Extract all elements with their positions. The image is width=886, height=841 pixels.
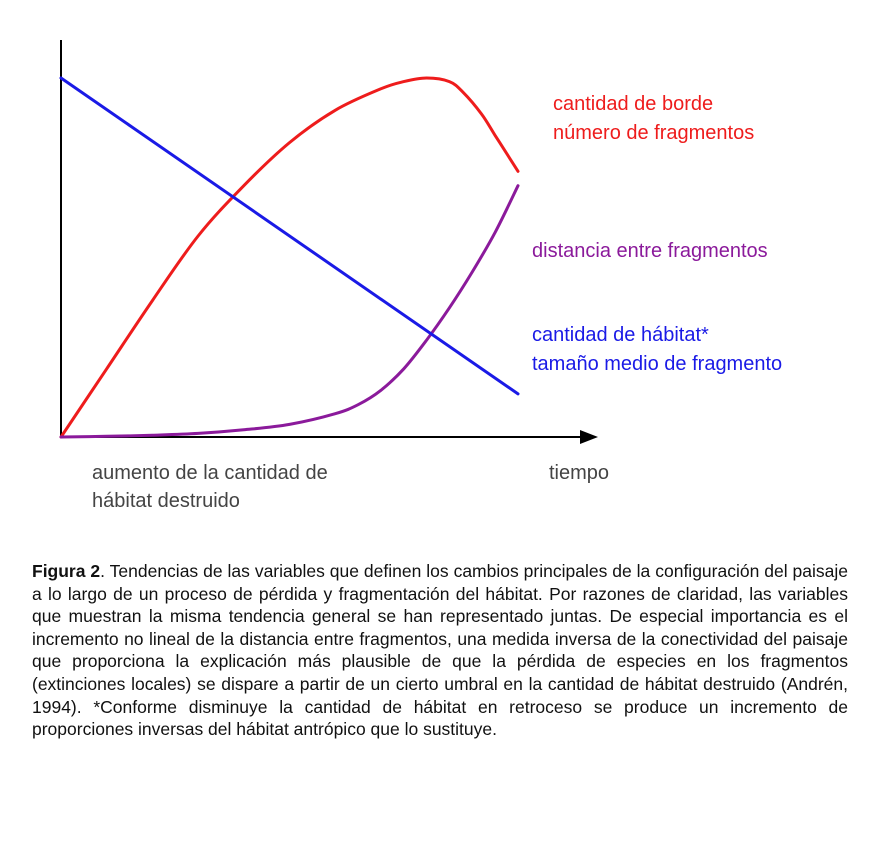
- x-axis-label-left-line1: aumento de la cantidad de: [92, 462, 328, 484]
- series-line-habitat: [61, 78, 518, 394]
- series-label-red-line2: número de fragmentos: [553, 122, 755, 144]
- caption-text: . Tendencias de las variables que definen los cambios principales de la configuración del paisaje a lo largo de un proceso de pérdida y fragmentación del hábitat. Por razones de claridad, las variables que muestran la misma tendencia general se han representado juntas. De especial importancia es el incremento no lineal de la distancia entre fragmentos, una medida inversa de la conectividad del paisaje que proporciona la explicación más plausible de que la pérdida de especies en los fragmentos (extinciones locales) se dispare a partir de un cierto umbral en la cantidad de hábitat destruido (Andrén, 1994). *Conforme disminuye la cantidad de hábitat en retroceso se produce un incremento de proporciones inversas del hábitat antrópico que lo sustituye.: [32, 561, 849, 740]
- x-axis-label-left-line2: hábitat destruido: [92, 490, 240, 512]
- series-label-purple: distancia entre fragmentos: [532, 240, 768, 262]
- series-label-blue-line2: tamaño medio de fragmento: [532, 353, 783, 375]
- x-axis-label-tiempo: tiempo: [549, 462, 610, 484]
- series-label-blue-line1: cantidad de hábitat*: [532, 324, 709, 346]
- series-line-distancia: [61, 186, 518, 437]
- caption-figure-number: Figura 2: [32, 561, 101, 581]
- axes: [61, 40, 598, 444]
- series-layer: [61, 78, 518, 437]
- series-line-borde-fragmentos: [61, 78, 518, 437]
- series-label-red-line1: cantidad de borde: [553, 93, 714, 115]
- figure-caption: [32, 560, 848, 741]
- x-axis-arrowhead: [580, 430, 598, 444]
- labels-layer: [92, 93, 782, 512]
